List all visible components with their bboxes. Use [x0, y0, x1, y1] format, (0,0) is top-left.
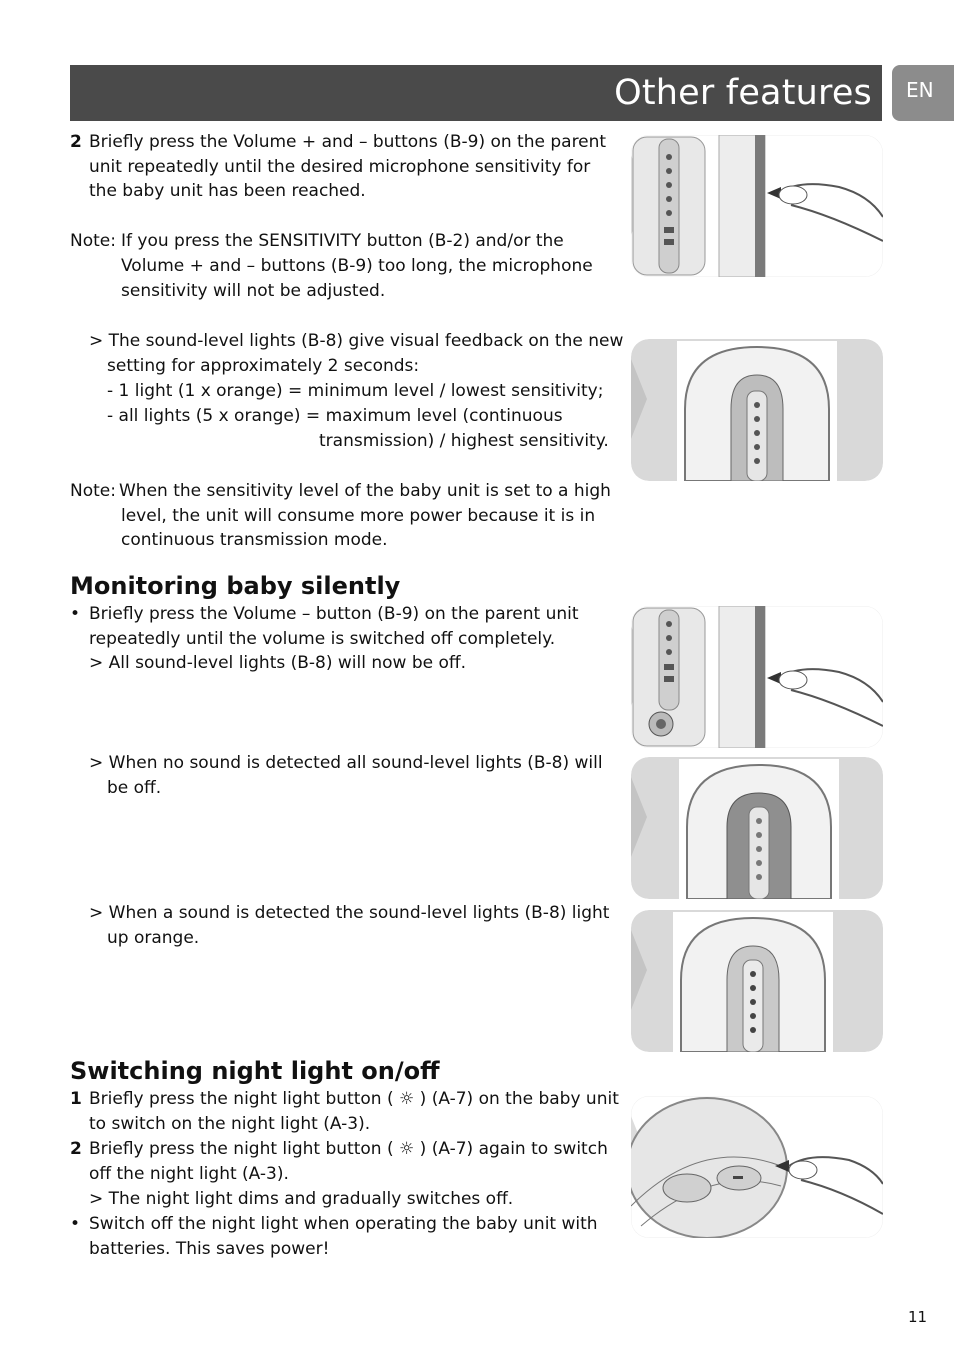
language-label: EN — [906, 78, 934, 102]
note-label: Note: — [70, 231, 116, 251]
step-text-line: the baby unit has been reached. — [89, 181, 366, 201]
result-text-line: - all lights (5 x orange) = maximum level (continuous — [107, 406, 563, 426]
result-text-line: setting for approximately 2 seconds: — [107, 356, 420, 376]
result-text-line: > When no sound is detected all sound-level lights (B-8) will — [89, 753, 603, 773]
step-text-line: off the night light (A-3). — [89, 1164, 289, 1184]
note-text-line: sensitivity will not be adjusted. — [121, 281, 386, 301]
page-title: Other features — [614, 73, 872, 113]
step-number: 2 — [70, 1139, 82, 1159]
baby-unit-night-light-illustration — [631, 1096, 883, 1238]
bullet: • — [70, 1214, 81, 1234]
header-bar — [70, 65, 882, 121]
step-number: 1 — [70, 1089, 82, 1109]
result-text-line: > The sound-level lights (B-8) give visual feedback on the new — [89, 331, 624, 351]
language-tab — [892, 65, 954, 121]
note-text-line: level, the unit will consume more power because it is in — [121, 506, 596, 526]
step-text-line: Briefly press the night light button ( ☼ ) (A-7) on the baby unit — [89, 1089, 619, 1109]
note-text-line: When the sensitivity level of the baby unit is set to a high — [119, 481, 611, 501]
parent-unit-lights-illustration — [631, 339, 883, 481]
result-text-line: > The night light dims and gradually switches off. — [89, 1189, 514, 1209]
result-text-line: > When a sound is detected the sound-level lights (B-8) light — [89, 903, 610, 923]
section-heading: Monitoring baby silently — [70, 572, 401, 600]
bullet-text-line: batteries. This saves power! — [89, 1239, 330, 1259]
result-text-line: > All sound-level lights (B-8) will now be off. — [89, 653, 467, 673]
parent-unit-button-illustration — [631, 135, 883, 277]
section-heading: Switching night light on/off — [70, 1057, 440, 1085]
step-number: 2 — [70, 132, 82, 152]
result-text-line: transmission) / highest sensitivity. — [319, 431, 609, 451]
step-text-line: unit repeatedly until the desired microphone sensitivity for — [89, 157, 591, 177]
step-text-line: Briefly press the night light button ( ☼ ) (A-7) again to switch — [89, 1139, 608, 1159]
parent-unit-lights-off-illustration — [631, 757, 883, 899]
result-text-line: be off. — [107, 778, 162, 798]
result-text-line: - 1 light (1 x orange) = minimum level / lowest sensitivity; — [107, 381, 604, 401]
note-text-line: Volume + and – buttons (B-9) too long, the microphone — [121, 256, 593, 276]
bullet-text-line: Briefly press the Volume – button (B-9) on the parent unit — [89, 604, 579, 624]
note-text-line: If you press the SENSITIVITY button (B-2) and/or the — [121, 231, 564, 251]
note-label: Note: — [70, 481, 116, 501]
bullet-text-line: Switch off the night light when operating the baby unit with — [89, 1214, 598, 1234]
page-number: 11 — [908, 1308, 928, 1326]
bullet: • — [70, 604, 81, 624]
bullet-text-line: repeatedly until the volume is switched off completely. — [89, 629, 556, 649]
step-text-line: Briefly press the Volume + and – buttons (B-9) on the parent — [89, 132, 607, 152]
result-text-line: up orange. — [107, 928, 200, 948]
parent-unit-lights-on-illustration — [631, 910, 883, 1052]
step-text-line: to switch on the night light (A-3). — [89, 1114, 371, 1134]
parent-unit-volume-illustration — [631, 606, 883, 748]
note-text-line: continuous transmission mode. — [121, 530, 388, 550]
